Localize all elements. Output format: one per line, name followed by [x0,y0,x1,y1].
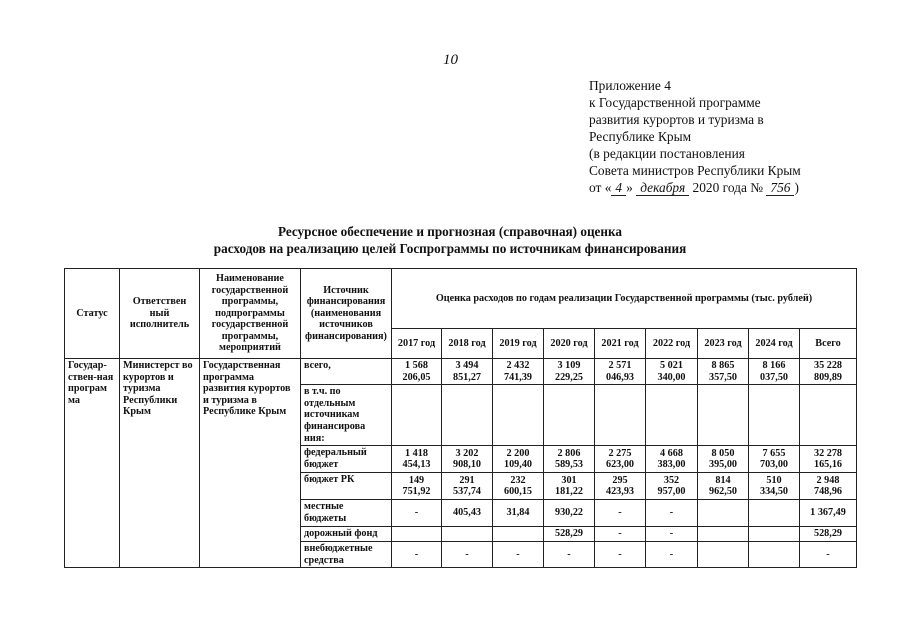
appendix-block [589,77,801,196]
value-cell: - [595,500,646,527]
value-cell [698,527,749,542]
value-cell: 2 806 589,53 [544,446,595,473]
date-prefix: от « [589,180,612,195]
value-cell: 405,43 [442,500,493,527]
value-cell: 5 021 340,00 [646,359,698,385]
total-cell: - [800,542,857,568]
value-cell: - [646,500,698,527]
appendix-line: (в редакции постановления [589,146,745,161]
document-title [150,223,750,257]
value-cell: 3 109 229,25 [544,359,595,385]
value-cell [749,385,800,446]
value-cell: 3 494 851,27 [442,359,493,385]
value-cell: 301 181,22 [544,473,595,500]
header-year: 2021 год [595,329,646,359]
value-cell: 291 537,74 [442,473,493,500]
value-cell [493,385,544,446]
source-cell: федеральный бюджет [301,446,392,473]
header-status: Статус [65,269,120,359]
source-cell: всего, [301,359,392,385]
value-cell [749,542,800,568]
value-cell [749,527,800,542]
total-cell [800,385,857,446]
value-cell: - [392,500,442,527]
source-cell: бюджет РК [301,473,392,500]
value-cell [493,527,544,542]
value-cell [646,385,698,446]
value-cell [392,527,442,542]
value-cell: 528,29 [544,527,595,542]
header-year: 2023 год [698,329,749,359]
value-cell [749,500,800,527]
total-cell: 528,29 [800,527,857,542]
value-cell: - [493,542,544,568]
value-cell: 814 962,50 [698,473,749,500]
value-cell: 3 202 908,10 [442,446,493,473]
appendix-line: Приложение 4 [589,78,671,93]
value-cell: 510 334,50 [749,473,800,500]
header-year: 2024 год [749,329,800,359]
value-cell: - [646,542,698,568]
value-cell [544,385,595,446]
header-year: 2020 год [544,329,595,359]
header-year: 2017 год [392,329,442,359]
page-number: 10 [443,52,458,68]
handwritten-number: 756 [766,180,794,196]
appendix-date-line: от « 4 » декабря 2020 года № 756 ) [589,180,799,195]
value-cell: 31,84 [493,500,544,527]
value-cell: 295 423,93 [595,473,646,500]
value-cell: 149 751,92 [392,473,442,500]
header-estimate: Оценка расходов по годам реализации Государственной программы (тыс. рублей) [392,269,857,329]
appendix-line: Совета министров Республики Крым [589,163,801,178]
budget-table [64,268,857,568]
value-cell [698,542,749,568]
value-cell [442,527,493,542]
value-cell: 4 668 383,00 [646,446,698,473]
total-cell: 35 228 809,89 [800,359,857,385]
total-cell: 2 948 748,96 [800,473,857,500]
year-text: 2020 года № [692,180,764,195]
program-name-cell: Государственная программа развития курортов и туризма в Республике Крым [200,359,301,568]
value-cell: 2 432 741,39 [493,359,544,385]
value-cell: 232 600,15 [493,473,544,500]
title-line-1: Ресурсное обеспечение и прогнозная (справочная) оценка [277,224,622,239]
value-cell: - [392,542,442,568]
value-cell: 2 571 046,93 [595,359,646,385]
title-line-2: расходов на реализацию целей Госпрограммы по источникам финансирования [213,241,687,256]
value-cell: 8 166 037,50 [749,359,800,385]
header-source: Источник финансирования (наименования источников финансирования) [301,269,392,359]
handwritten-day: 4 [611,180,626,196]
value-cell: 1 568 206,05 [392,359,442,385]
value-cell: - [595,527,646,542]
header-year: 2019 год [493,329,544,359]
value-cell: 2 275 623,00 [595,446,646,473]
date-mid: » [626,180,633,195]
value-cell: 1 418 454,13 [392,446,442,473]
source-cell: в т.ч. по отдельным источникам финансирова ния: [301,385,392,446]
header-program-name: Наименование государственной программы, подпрограммы государственной программы, мероприятий [200,269,301,359]
value-cell: 8 865 357,50 [698,359,749,385]
header-total: Всего [800,329,857,359]
value-cell [392,385,442,446]
value-cell [698,385,749,446]
executor-cell: Министерст во курортов и туризма Республики Крым [120,359,200,568]
value-cell: 8 050 395,00 [698,446,749,473]
appendix-line: Республике Крым [589,129,692,144]
header-year: 2022 год [646,329,698,359]
header-executor: Ответствен ный исполнитель [120,269,200,359]
value-cell [442,385,493,446]
status-cell: Государ-ствен-ная програм ма [65,359,120,568]
value-cell: 7 655 703,00 [749,446,800,473]
value-cell [698,500,749,527]
source-cell: местные бюджеты [301,500,392,527]
value-cell: - [544,542,595,568]
source-cell: внебюджетные средства [301,542,392,568]
value-cell [595,385,646,446]
appendix-line: к Государственной программе [589,95,761,110]
total-cell: 32 278 165,16 [800,446,857,473]
value-cell: - [442,542,493,568]
value-cell: 930,22 [544,500,595,527]
source-cell: дорожный фонд [301,527,392,542]
value-cell: - [646,527,698,542]
header-year: 2018 год [442,329,493,359]
value-cell: 352 957,00 [646,473,698,500]
value-cell: 2 200 109,40 [493,446,544,473]
appendix-line: развития курортов и туризма в [589,112,764,127]
total-cell: 1 367,49 [800,500,857,527]
handwritten-month: декабря [636,180,689,196]
value-cell: - [595,542,646,568]
